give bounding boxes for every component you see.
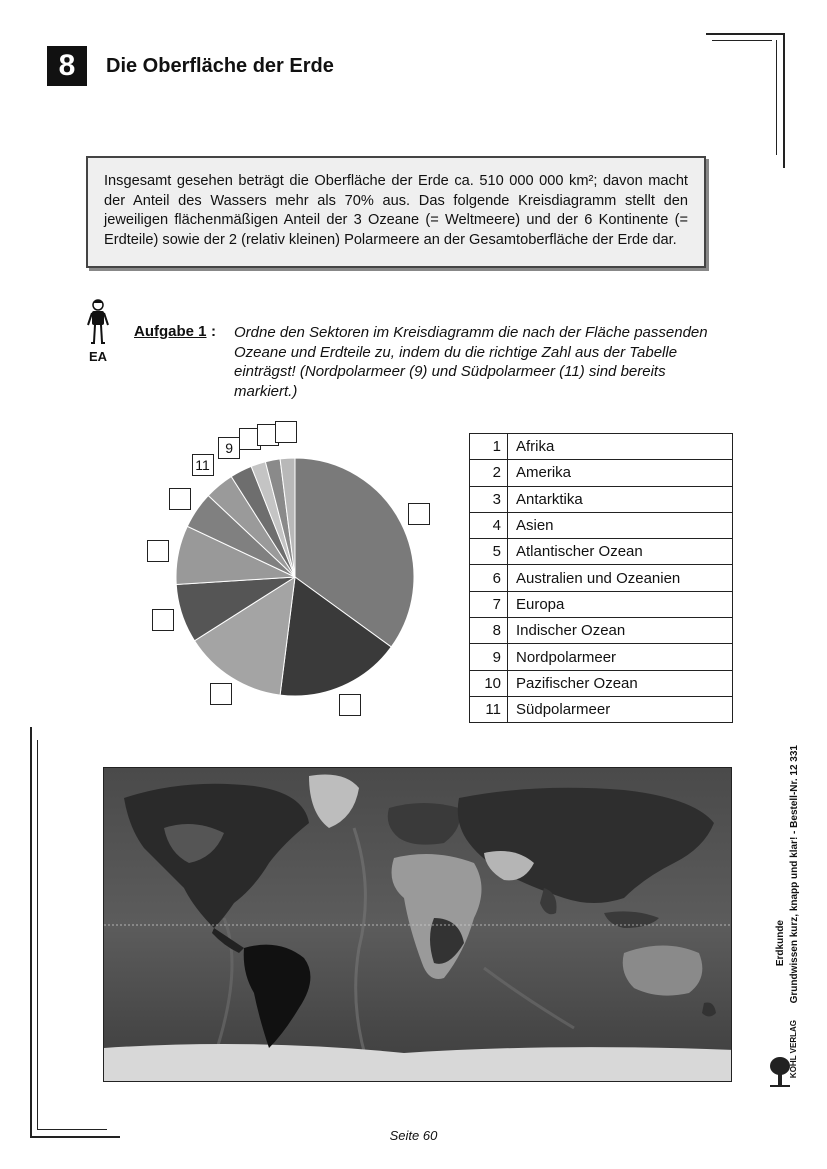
legend-name: Afrika [508,434,733,460]
legend-number: 11 [470,696,508,722]
legend-row [470,434,733,460]
legend-row [470,696,733,722]
legend-number: 3 [470,486,508,512]
frame-line-right [783,33,785,168]
task-label: Aufgabe 1 [134,323,207,340]
legend-number: 9 [470,644,508,670]
world-map [103,767,732,1082]
frame-line-top [706,33,784,35]
side-book-info: Grundwissen kurz, knapp und klar! - Bestell-Nr. 12 331 [789,745,800,1004]
pie-answer-box[interactable] [339,694,361,716]
legend-number: 1 [470,434,508,460]
legend-table [469,433,733,723]
pie-answer-box[interactable] [275,421,297,443]
intro-text: Insgesamt gesehen beträgt die Oberfläche der Erde ca. 510 000 000 km²; davon macht der Anteil des Wassers mehr als 70% aus. Das folgende Kreisdiagramm stellt den jeweiligen flächenmäßigen Anteil der 3 Ozeane (= Weltmeere) und der 6 Kontinente (= Erdteile) sowie der 2 (relativ kleinen) Polarmeere an der Gesamtoberfläche der Erde dar. [104,173,688,248]
frame-line-top2 [712,40,772,41]
legend-row [470,591,733,617]
frame-line-left2 [37,740,38,1130]
page-number: Seite 60 [389,1128,438,1143]
legend-row [470,644,733,670]
legend-row [470,539,733,565]
pie-answer-box[interactable] [152,609,174,631]
legend-row [470,618,733,644]
student-icon [86,298,110,348]
legend-row [470,512,733,538]
legend-number: 2 [470,460,508,486]
legend-row [470,565,733,591]
legend-number: 10 [470,670,508,696]
pie-answer-box[interactable]: 11 [192,454,214,476]
legend-row [470,460,733,486]
frame-line-right2 [776,40,777,155]
page-title: Die Oberfläche der Erde [106,55,334,77]
legend-number: 6 [470,565,508,591]
world-map-image [104,768,732,1082]
task-text: Ordne den Sektoren im Kreisdiagramm die nach der Fläche passenden Ozeane und Erdteile zu, indem du die richtige Zahl aus der Tabelle einträgst! (Nordpolarmeer (9) und Südpolarmeer (11) sind bereits markiert.) [234,324,708,400]
pie-answer-box[interactable] [408,503,430,525]
side-series-title: Erdkunde [775,920,786,967]
legend-name: Asien [508,512,733,538]
legend-number: 7 [470,591,508,617]
legend-name: Antarktika [508,486,733,512]
pie-answer-box[interactable] [169,488,191,510]
work-mode-label: EA [89,349,108,364]
legend-name: Atlantischer Ozean [508,539,733,565]
frame-line-left [30,727,32,1137]
legend-name: Australien und Ozeanien [508,565,733,591]
legend-number: 4 [470,512,508,538]
legend-number: 8 [470,618,508,644]
intro-box [86,156,706,268]
legend-name: Pazifischer Ozean [508,670,733,696]
task-colon: : [211,323,216,340]
legend-name: Indischer Ozean [508,618,733,644]
pie-answer-box[interactable] [147,540,169,562]
legend-name: Amerika [508,460,733,486]
publisher-name: KOHL VERLAG [789,1020,798,1079]
legend-name: Südpolarmeer [508,696,733,722]
chapter-number: 8 [47,46,87,86]
legend-name: Europa [508,591,733,617]
legend-name: Nordpolarmeer [508,644,733,670]
legend-row [470,670,733,696]
pie-answer-box[interactable] [210,683,232,705]
legend-row [470,486,733,512]
pie-answer-box[interactable]: 9 [218,437,240,459]
legend-number: 5 [470,539,508,565]
